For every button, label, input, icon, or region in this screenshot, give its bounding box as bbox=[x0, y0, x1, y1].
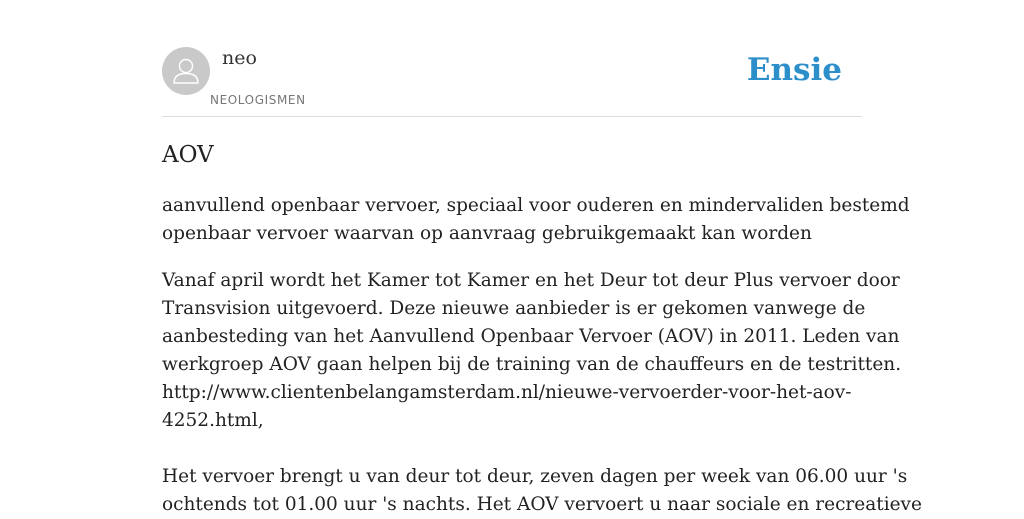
definition-line: aanvullend openbaar vervoer, speciaal voor ouderen en mindervaliden bestemd bbox=[162, 195, 910, 216]
entry-card bbox=[162, 0, 922, 515]
example-line: werkgroep AOV gaan helpen bij de training van de chauffeurs en de testritten. bbox=[162, 354, 902, 375]
example-line: 4252.html, bbox=[162, 410, 264, 431]
user-avatar-icon[interactable] bbox=[162, 47, 210, 95]
username-link[interactable]: neo bbox=[222, 47, 257, 69]
entry-definition bbox=[162, 192, 910, 248]
example-line: Het vervoer brengt u van deur tot deur, zeven dagen per week van 06.00 uur 's bbox=[162, 466, 908, 487]
example-line: Transvision uitgevoerd. Deze nieuwe aanbieder is er gekomen vanwege de bbox=[162, 298, 866, 319]
entry-example bbox=[162, 267, 922, 519]
example-line: http://www.clientenbelangamsterdam.nl/nieuwe-vervoerder-voor-het-aov- bbox=[162, 382, 852, 403]
example-line: ochtends tot 01.00 uur 's nachts. Het AOV vervoert u naar sociale en recreatieve bbox=[162, 494, 922, 515]
definition-line: openbaar vervoer waarvan op aanvraag gebruikgemaakt kan worden bbox=[162, 223, 812, 244]
example-line: aanbesteding van het Aanvullend Openbaar Vervoer (AOV) in 2011. Leden van bbox=[162, 326, 900, 347]
entry-term: AOV bbox=[162, 142, 214, 168]
entry-header bbox=[162, 0, 862, 117]
ensie-logo[interactable]: Ensie bbox=[746, 52, 842, 88]
example-blank-line bbox=[162, 435, 862, 463]
dictionary-link[interactable]: NEOLOGISMEN bbox=[210, 93, 306, 107]
example-line: Vanaf april wordt het Kamer tot Kamer en het Deur tot deur Plus vervoer door bbox=[162, 270, 900, 291]
